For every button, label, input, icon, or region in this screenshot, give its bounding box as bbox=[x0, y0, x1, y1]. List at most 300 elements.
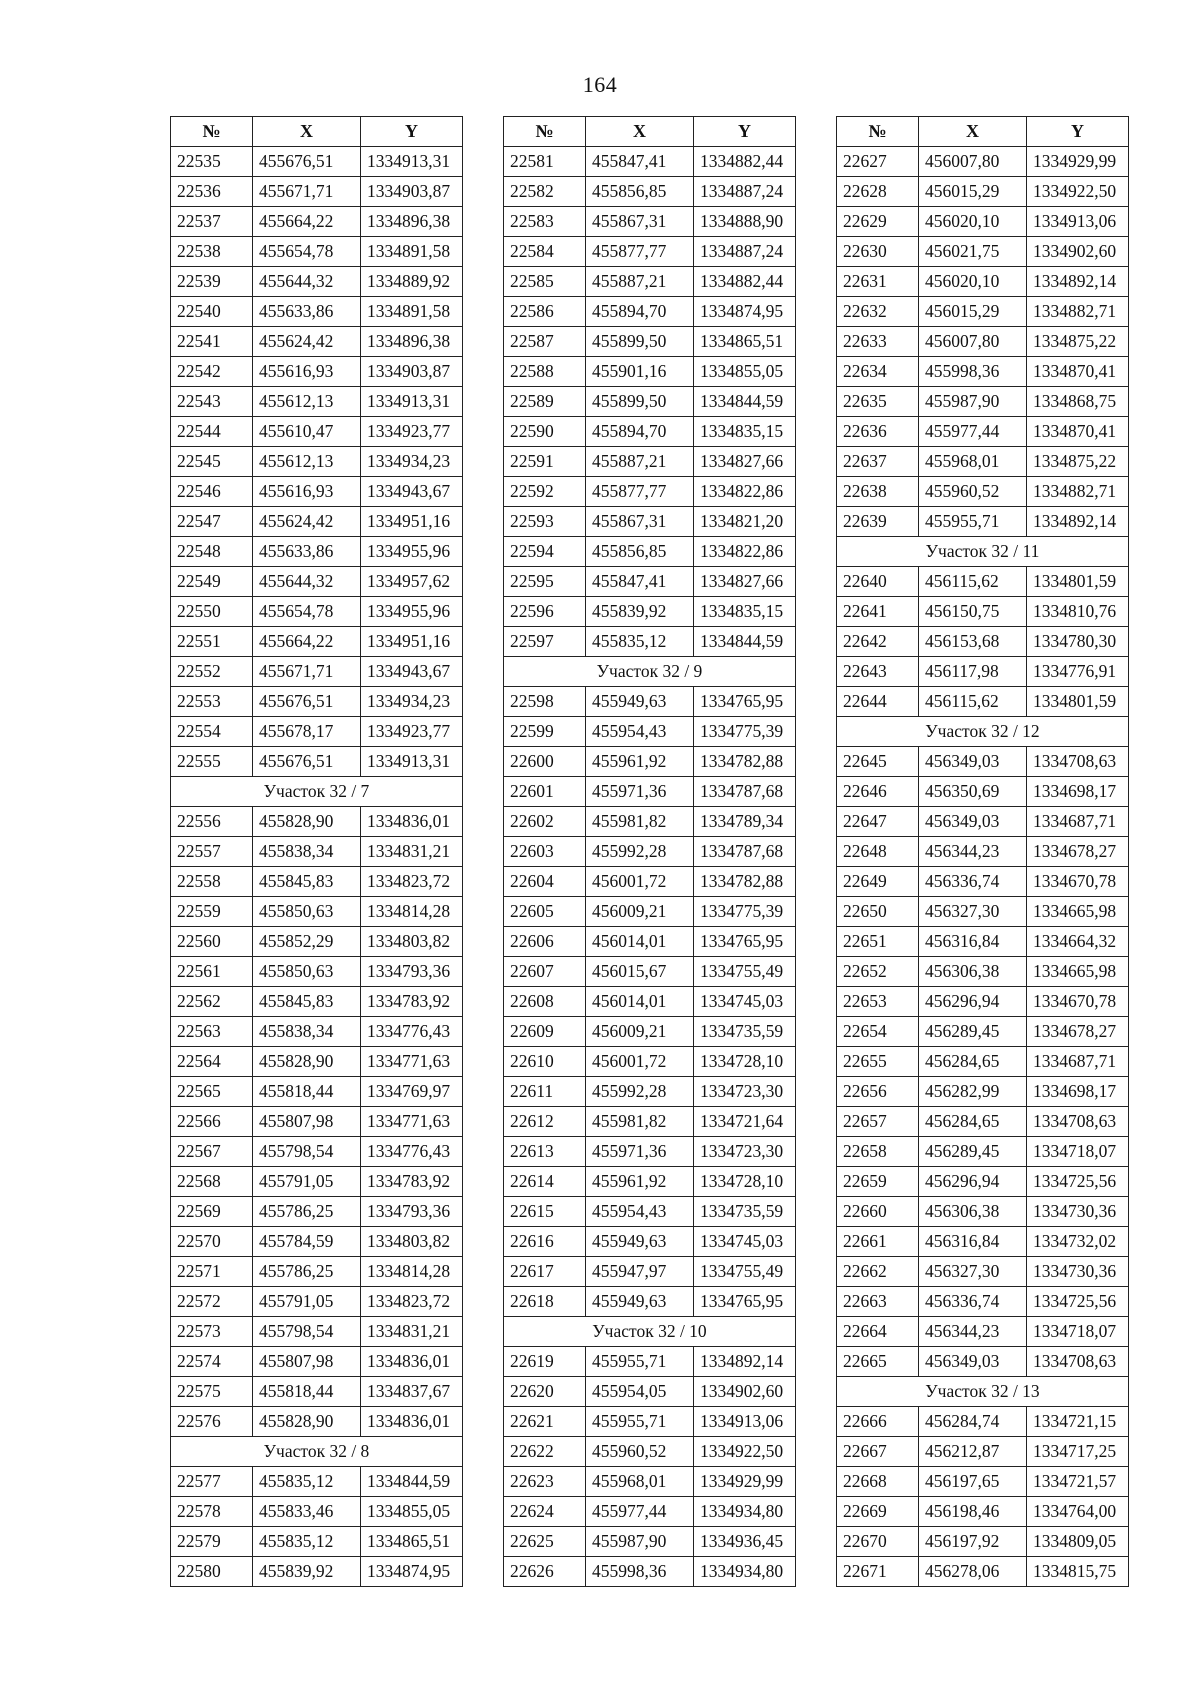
y-coordinate-cell: 1334891,58 bbox=[361, 237, 463, 267]
y-coordinate-cell: 1334896,38 bbox=[361, 327, 463, 357]
point-number-cell: 22645 bbox=[837, 747, 919, 777]
y-coordinate-cell: 1334814,28 bbox=[361, 1257, 463, 1287]
table-row bbox=[504, 1107, 796, 1137]
point-number-cell: 22615 bbox=[504, 1197, 586, 1227]
table-row bbox=[837, 1107, 1129, 1137]
x-coordinate-cell: 455798,54 bbox=[253, 1317, 361, 1347]
table-row bbox=[504, 1017, 796, 1047]
table-row bbox=[504, 267, 796, 297]
table-row bbox=[837, 1557, 1129, 1587]
table-row bbox=[504, 717, 796, 747]
table-row bbox=[171, 1317, 463, 1347]
table-row bbox=[171, 1557, 463, 1587]
x-coordinate-cell: 455664,22 bbox=[253, 627, 361, 657]
y-coordinate-cell: 1334875,22 bbox=[1027, 327, 1129, 357]
x-coordinate-cell: 455654,78 bbox=[253, 237, 361, 267]
point-number-cell: 22643 bbox=[837, 657, 919, 687]
table-row bbox=[171, 507, 463, 537]
section-title: Участок 32 / 7 bbox=[171, 777, 463, 807]
point-number-cell: 22581 bbox=[504, 147, 586, 177]
x-coordinate-cell: 455828,90 bbox=[253, 1047, 361, 1077]
section-row bbox=[171, 1437, 463, 1467]
y-coordinate-cell: 1334789,34 bbox=[694, 807, 796, 837]
y-coordinate-cell: 1334951,16 bbox=[361, 627, 463, 657]
point-number-cell: 22616 bbox=[504, 1227, 586, 1257]
x-coordinate-cell: 456278,06 bbox=[919, 1557, 1027, 1587]
point-number-cell: 22621 bbox=[504, 1407, 586, 1437]
y-coordinate-cell: 1334896,38 bbox=[361, 207, 463, 237]
y-coordinate-cell: 1334708,63 bbox=[1027, 1347, 1129, 1377]
point-number-cell: 22650 bbox=[837, 897, 919, 927]
x-coordinate-cell: 455644,32 bbox=[253, 267, 361, 297]
point-number-cell: 22625 bbox=[504, 1527, 586, 1557]
point-number-cell: 22662 bbox=[837, 1257, 919, 1287]
point-number-cell: 22557 bbox=[171, 837, 253, 867]
y-coordinate-cell: 1334913,31 bbox=[361, 387, 463, 417]
y-coordinate-cell: 1334718,07 bbox=[1027, 1317, 1129, 1347]
point-number-cell: 22653 bbox=[837, 987, 919, 1017]
table-row bbox=[837, 1047, 1129, 1077]
point-number-cell: 22583 bbox=[504, 207, 586, 237]
table-row bbox=[837, 507, 1129, 537]
x-coordinate-cell: 456015,29 bbox=[919, 297, 1027, 327]
y-coordinate-cell: 1334665,98 bbox=[1027, 957, 1129, 987]
y-coordinate-cell: 1334810,76 bbox=[1027, 597, 1129, 627]
point-number-cell: 22622 bbox=[504, 1437, 586, 1467]
y-coordinate-cell: 1334874,95 bbox=[694, 297, 796, 327]
x-coordinate-cell: 455612,13 bbox=[253, 387, 361, 417]
x-coordinate-cell: 456282,99 bbox=[919, 1077, 1027, 1107]
x-coordinate-cell: 456296,94 bbox=[919, 987, 1027, 1017]
x-coordinate-cell: 455856,85 bbox=[586, 177, 694, 207]
point-number-cell: 22569 bbox=[171, 1197, 253, 1227]
y-coordinate-cell: 1334823,72 bbox=[361, 1287, 463, 1317]
point-number-cell: 22544 bbox=[171, 417, 253, 447]
point-number-cell: 22592 bbox=[504, 477, 586, 507]
table-row bbox=[171, 1527, 463, 1557]
y-coordinate-cell: 1334923,77 bbox=[361, 717, 463, 747]
x-coordinate-cell: 456014,01 bbox=[586, 987, 694, 1017]
point-number-cell: 22642 bbox=[837, 627, 919, 657]
table-row bbox=[837, 207, 1129, 237]
y-coordinate-cell: 1334735,59 bbox=[694, 1017, 796, 1047]
point-number-cell: 22649 bbox=[837, 867, 919, 897]
x-coordinate-header: X bbox=[586, 117, 694, 147]
y-coordinate-cell: 1334721,64 bbox=[694, 1107, 796, 1137]
table-row bbox=[504, 417, 796, 447]
table-row bbox=[837, 567, 1129, 597]
point-number-cell: 22553 bbox=[171, 687, 253, 717]
point-number-cell: 22594 bbox=[504, 537, 586, 567]
table-row bbox=[504, 837, 796, 867]
point-number-cell: 22554 bbox=[171, 717, 253, 747]
y-coordinate-cell: 1334771,63 bbox=[361, 1107, 463, 1137]
table-row bbox=[837, 1137, 1129, 1167]
y-coordinate-cell: 1334721,57 bbox=[1027, 1467, 1129, 1497]
x-coordinate-cell: 455955,71 bbox=[919, 507, 1027, 537]
y-coordinate-cell: 1334827,66 bbox=[694, 447, 796, 477]
table-row bbox=[837, 957, 1129, 987]
x-coordinate-cell: 455968,01 bbox=[919, 447, 1027, 477]
x-coordinate-cell: 456344,23 bbox=[919, 1317, 1027, 1347]
y-coordinate-cell: 1334698,17 bbox=[1027, 777, 1129, 807]
point-number-cell: 22659 bbox=[837, 1167, 919, 1197]
point-number-cell: 22566 bbox=[171, 1107, 253, 1137]
table-row bbox=[171, 1137, 463, 1167]
x-coordinate-cell: 455877,77 bbox=[586, 477, 694, 507]
point-number-cell: 22582 bbox=[504, 177, 586, 207]
x-coordinate-cell: 455998,36 bbox=[586, 1557, 694, 1587]
x-coordinate-cell: 455960,52 bbox=[586, 1437, 694, 1467]
table-row bbox=[837, 687, 1129, 717]
x-coordinate-header: X bbox=[253, 117, 361, 147]
table-row bbox=[837, 747, 1129, 777]
y-coordinate-cell: 1334831,21 bbox=[361, 1317, 463, 1347]
point-number-cell: 22560 bbox=[171, 927, 253, 957]
table-row bbox=[504, 597, 796, 627]
x-coordinate-cell: 456350,69 bbox=[919, 777, 1027, 807]
point-number-cell: 22542 bbox=[171, 357, 253, 387]
y-coordinate-cell: 1334936,45 bbox=[694, 1527, 796, 1557]
table-row bbox=[171, 1497, 463, 1527]
y-coordinate-cell: 1334814,28 bbox=[361, 897, 463, 927]
table-row bbox=[171, 1197, 463, 1227]
y-coordinate-cell: 1334913,06 bbox=[694, 1407, 796, 1437]
point-number-cell: 22587 bbox=[504, 327, 586, 357]
table-row bbox=[837, 987, 1129, 1017]
point-number-cell: 22670 bbox=[837, 1527, 919, 1557]
point-number-cell: 22549 bbox=[171, 567, 253, 597]
point-number-cell: 22619 bbox=[504, 1347, 586, 1377]
y-coordinate-cell: 1334923,77 bbox=[361, 417, 463, 447]
point-number-cell: 22609 bbox=[504, 1017, 586, 1047]
x-coordinate-cell: 456289,45 bbox=[919, 1137, 1027, 1167]
x-coordinate-cell: 455616,93 bbox=[253, 357, 361, 387]
table-row bbox=[504, 1287, 796, 1317]
x-coordinate-cell: 455977,44 bbox=[586, 1497, 694, 1527]
y-coordinate-cell: 1334888,90 bbox=[694, 207, 796, 237]
table-row bbox=[171, 1077, 463, 1107]
table-row bbox=[171, 597, 463, 627]
point-number-cell: 22647 bbox=[837, 807, 919, 837]
table-row bbox=[171, 1377, 463, 1407]
x-coordinate-cell: 455901,16 bbox=[586, 357, 694, 387]
table-row bbox=[504, 897, 796, 927]
point-number-cell: 22640 bbox=[837, 567, 919, 597]
table-row bbox=[171, 417, 463, 447]
y-coordinate-cell: 1334934,80 bbox=[694, 1497, 796, 1527]
x-coordinate-cell: 456115,62 bbox=[919, 687, 1027, 717]
x-coordinate-cell: 455835,12 bbox=[586, 627, 694, 657]
x-coordinate-cell: 456015,67 bbox=[586, 957, 694, 987]
y-coordinate-cell: 1334678,27 bbox=[1027, 1017, 1129, 1047]
table-row bbox=[171, 297, 463, 327]
y-coordinate-cell: 1334870,41 bbox=[1027, 417, 1129, 447]
y-coordinate-cell: 1334765,95 bbox=[694, 927, 796, 957]
point-number-cell: 22539 bbox=[171, 267, 253, 297]
table-row bbox=[504, 867, 796, 897]
section-title: Участок 32 / 10 bbox=[504, 1317, 796, 1347]
table-row bbox=[504, 1557, 796, 1587]
table-row bbox=[171, 687, 463, 717]
y-coordinate-cell: 1334822,86 bbox=[694, 537, 796, 567]
table-row bbox=[504, 1257, 796, 1287]
x-coordinate-cell: 455887,21 bbox=[586, 447, 694, 477]
point-number-cell: 22541 bbox=[171, 327, 253, 357]
table-row bbox=[171, 807, 463, 837]
point-number-cell: 22564 bbox=[171, 1047, 253, 1077]
table-row bbox=[171, 537, 463, 567]
x-coordinate-cell: 455835,12 bbox=[253, 1527, 361, 1557]
table-row bbox=[504, 957, 796, 987]
x-coordinate-cell: 455971,36 bbox=[586, 777, 694, 807]
y-coordinate-cell: 1334882,71 bbox=[1027, 477, 1129, 507]
x-coordinate-cell: 456289,45 bbox=[919, 1017, 1027, 1047]
x-coordinate-cell: 456296,94 bbox=[919, 1167, 1027, 1197]
table-row bbox=[837, 1407, 1129, 1437]
y-coordinate-cell: 1334718,07 bbox=[1027, 1137, 1129, 1167]
table-row bbox=[171, 267, 463, 297]
x-coordinate-cell: 455671,71 bbox=[253, 657, 361, 687]
y-coordinate-cell: 1334670,78 bbox=[1027, 987, 1129, 1017]
y-coordinate-cell: 1334730,36 bbox=[1027, 1257, 1129, 1287]
y-coordinate-cell: 1334844,59 bbox=[361, 1467, 463, 1497]
x-coordinate-cell: 456284,65 bbox=[919, 1047, 1027, 1077]
point-number-header: № bbox=[504, 117, 586, 147]
point-number-cell: 22644 bbox=[837, 687, 919, 717]
x-coordinate-cell: 455960,52 bbox=[919, 477, 1027, 507]
y-coordinate-cell: 1334793,36 bbox=[361, 1197, 463, 1227]
table-row bbox=[171, 897, 463, 927]
header-row bbox=[171, 117, 463, 147]
point-number-cell: 22552 bbox=[171, 657, 253, 687]
y-coordinate-cell: 1334708,63 bbox=[1027, 747, 1129, 777]
table-row bbox=[171, 447, 463, 477]
table-row bbox=[171, 1227, 463, 1257]
point-number-header: № bbox=[837, 117, 919, 147]
x-coordinate-cell: 455807,98 bbox=[253, 1347, 361, 1377]
y-coordinate-cell: 1334855,05 bbox=[361, 1497, 463, 1527]
table-row bbox=[837, 1527, 1129, 1557]
y-coordinate-cell: 1334913,31 bbox=[361, 147, 463, 177]
y-coordinate-cell: 1334735,59 bbox=[694, 1197, 796, 1227]
x-coordinate-cell: 455845,83 bbox=[253, 987, 361, 1017]
table-row bbox=[171, 147, 463, 177]
x-coordinate-cell: 456015,29 bbox=[919, 177, 1027, 207]
table-row bbox=[171, 1467, 463, 1497]
x-coordinate-cell: 455616,93 bbox=[253, 477, 361, 507]
point-number-cell: 22558 bbox=[171, 867, 253, 897]
x-coordinate-cell: 455977,44 bbox=[919, 417, 1027, 447]
y-coordinate-cell: 1334844,59 bbox=[694, 627, 796, 657]
x-coordinate-cell: 455676,51 bbox=[253, 747, 361, 777]
y-coordinate-cell: 1334664,32 bbox=[1027, 927, 1129, 957]
x-coordinate-cell: 456316,84 bbox=[919, 927, 1027, 957]
x-coordinate-cell: 455786,25 bbox=[253, 1197, 361, 1227]
x-coordinate-cell: 456349,03 bbox=[919, 1347, 1027, 1377]
x-coordinate-cell: 456336,74 bbox=[919, 867, 1027, 897]
section-title: Участок 32 / 8 bbox=[171, 1437, 463, 1467]
table-row bbox=[837, 327, 1129, 357]
point-number-cell: 22605 bbox=[504, 897, 586, 927]
table-row bbox=[504, 387, 796, 417]
y-coordinate-cell: 1334836,01 bbox=[361, 807, 463, 837]
table-row bbox=[504, 1077, 796, 1107]
x-coordinate-cell: 455633,86 bbox=[253, 297, 361, 327]
table-row bbox=[837, 297, 1129, 327]
x-coordinate-cell: 455839,92 bbox=[253, 1557, 361, 1587]
y-coordinate-cell: 1334815,75 bbox=[1027, 1557, 1129, 1587]
table-row bbox=[504, 1047, 796, 1077]
x-coordinate-cell: 456349,03 bbox=[919, 747, 1027, 777]
y-coordinate-cell: 1334782,88 bbox=[694, 867, 796, 897]
table-row bbox=[837, 267, 1129, 297]
table-row bbox=[171, 657, 463, 687]
y-coordinate-cell: 1334868,75 bbox=[1027, 387, 1129, 417]
y-coordinate-cell: 1334882,44 bbox=[694, 267, 796, 297]
y-coordinate-cell: 1334776,91 bbox=[1027, 657, 1129, 687]
section-row bbox=[504, 657, 796, 687]
table-row bbox=[171, 177, 463, 207]
table-row bbox=[504, 1527, 796, 1557]
point-number-cell: 22589 bbox=[504, 387, 586, 417]
section-row bbox=[837, 537, 1129, 567]
y-coordinate-cell: 1334870,41 bbox=[1027, 357, 1129, 387]
x-coordinate-cell: 456115,62 bbox=[919, 567, 1027, 597]
point-number-cell: 22543 bbox=[171, 387, 253, 417]
table-row bbox=[837, 1197, 1129, 1227]
y-coordinate-cell: 1334835,15 bbox=[694, 417, 796, 447]
y-coordinate-cell: 1334837,67 bbox=[361, 1377, 463, 1407]
table-row bbox=[504, 447, 796, 477]
point-number-cell: 22537 bbox=[171, 207, 253, 237]
table-row bbox=[504, 1377, 796, 1407]
table-row bbox=[504, 207, 796, 237]
x-coordinate-cell: 455850,63 bbox=[253, 897, 361, 927]
x-coordinate-cell: 456009,21 bbox=[586, 1017, 694, 1047]
table-row bbox=[504, 1497, 796, 1527]
y-coordinate-cell: 1334844,59 bbox=[694, 387, 796, 417]
x-coordinate-cell: 455955,71 bbox=[586, 1407, 694, 1437]
x-coordinate-cell: 455828,90 bbox=[253, 1407, 361, 1437]
coordinates-table-2 bbox=[503, 116, 796, 1587]
point-number-cell: 22604 bbox=[504, 867, 586, 897]
x-coordinate-cell: 455877,77 bbox=[586, 237, 694, 267]
y-coordinate-cell: 1334902,60 bbox=[1027, 237, 1129, 267]
x-coordinate-cell: 456344,23 bbox=[919, 837, 1027, 867]
table-row bbox=[837, 867, 1129, 897]
table-row bbox=[171, 357, 463, 387]
table-row bbox=[837, 777, 1129, 807]
x-coordinate-cell: 456197,65 bbox=[919, 1467, 1027, 1497]
table-row bbox=[837, 417, 1129, 447]
x-coordinate-cell: 455992,28 bbox=[586, 1077, 694, 1107]
y-coordinate-cell: 1334882,44 bbox=[694, 147, 796, 177]
y-coordinate-cell: 1334929,99 bbox=[1027, 147, 1129, 177]
x-coordinate-cell: 456021,75 bbox=[919, 237, 1027, 267]
y-coordinate-cell: 1334922,50 bbox=[694, 1437, 796, 1467]
x-coordinate-cell: 455798,54 bbox=[253, 1137, 361, 1167]
point-number-cell: 22646 bbox=[837, 777, 919, 807]
x-coordinate-cell: 455998,36 bbox=[919, 357, 1027, 387]
point-number-cell: 22620 bbox=[504, 1377, 586, 1407]
y-coordinate-cell: 1334801,59 bbox=[1027, 687, 1129, 717]
x-coordinate-cell: 455987,90 bbox=[586, 1527, 694, 1557]
point-number-cell: 22536 bbox=[171, 177, 253, 207]
y-coordinate-cell: 1334730,36 bbox=[1027, 1197, 1129, 1227]
y-coordinate-cell: 1334775,39 bbox=[694, 897, 796, 927]
x-coordinate-cell: 456009,21 bbox=[586, 897, 694, 927]
table-row bbox=[504, 1407, 796, 1437]
point-number-cell: 22568 bbox=[171, 1167, 253, 1197]
point-number-cell: 22655 bbox=[837, 1047, 919, 1077]
y-coordinate-cell: 1334831,21 bbox=[361, 837, 463, 867]
x-coordinate-cell: 455981,82 bbox=[586, 1107, 694, 1137]
x-coordinate-cell: 455949,63 bbox=[586, 1287, 694, 1317]
table-row bbox=[504, 477, 796, 507]
x-coordinate-cell: 455676,51 bbox=[253, 147, 361, 177]
point-number-cell: 22540 bbox=[171, 297, 253, 327]
x-coordinate-cell: 455954,43 bbox=[586, 717, 694, 747]
y-coordinate-cell: 1334755,49 bbox=[694, 1257, 796, 1287]
point-number-cell: 22571 bbox=[171, 1257, 253, 1287]
y-coordinate-cell: 1334922,50 bbox=[1027, 177, 1129, 207]
y-coordinate-cell: 1334732,02 bbox=[1027, 1227, 1129, 1257]
point-number-cell: 22606 bbox=[504, 927, 586, 957]
table-row bbox=[171, 237, 463, 267]
x-coordinate-cell: 455971,36 bbox=[586, 1137, 694, 1167]
x-coordinate-cell: 455867,31 bbox=[586, 207, 694, 237]
x-coordinate-cell: 455654,78 bbox=[253, 597, 361, 627]
y-coordinate-cell: 1334865,51 bbox=[694, 327, 796, 357]
point-number-cell: 22580 bbox=[171, 1557, 253, 1587]
table-row bbox=[504, 507, 796, 537]
x-coordinate-cell: 455954,05 bbox=[586, 1377, 694, 1407]
y-coordinate-cell: 1334955,96 bbox=[361, 597, 463, 627]
x-coordinate-cell: 456020,10 bbox=[919, 267, 1027, 297]
y-coordinate-cell: 1334951,16 bbox=[361, 507, 463, 537]
table-row bbox=[504, 1167, 796, 1197]
table-row bbox=[837, 357, 1129, 387]
table-row bbox=[504, 1467, 796, 1497]
point-number-cell: 22603 bbox=[504, 837, 586, 867]
table-row bbox=[837, 477, 1129, 507]
x-coordinate-cell: 455954,43 bbox=[586, 1197, 694, 1227]
x-coordinate-cell: 455612,13 bbox=[253, 447, 361, 477]
table-row bbox=[504, 357, 796, 387]
x-coordinate-cell: 456336,74 bbox=[919, 1287, 1027, 1317]
point-number-cell: 22595 bbox=[504, 567, 586, 597]
header-row bbox=[504, 117, 796, 147]
table-row bbox=[837, 1467, 1129, 1497]
y-coordinate-cell: 1334780,30 bbox=[1027, 627, 1129, 657]
table-row bbox=[171, 1257, 463, 1287]
x-coordinate-cell: 456117,98 bbox=[919, 657, 1027, 687]
table-row bbox=[504, 237, 796, 267]
y-coordinate-cell: 1334929,99 bbox=[694, 1467, 796, 1497]
point-number-cell: 22546 bbox=[171, 477, 253, 507]
x-coordinate-cell: 455894,70 bbox=[586, 297, 694, 327]
y-coordinate-cell: 1334913,31 bbox=[361, 747, 463, 777]
x-coordinate-cell: 456007,80 bbox=[919, 147, 1027, 177]
table-row bbox=[504, 747, 796, 777]
point-number-cell: 22614 bbox=[504, 1167, 586, 1197]
y-coordinate-cell: 1334913,06 bbox=[1027, 207, 1129, 237]
table-row bbox=[171, 1167, 463, 1197]
page-number: 164 bbox=[582, 72, 618, 97]
y-coordinate-cell: 1334725,56 bbox=[1027, 1167, 1129, 1197]
y-coordinate-cell: 1334765,95 bbox=[694, 687, 796, 717]
